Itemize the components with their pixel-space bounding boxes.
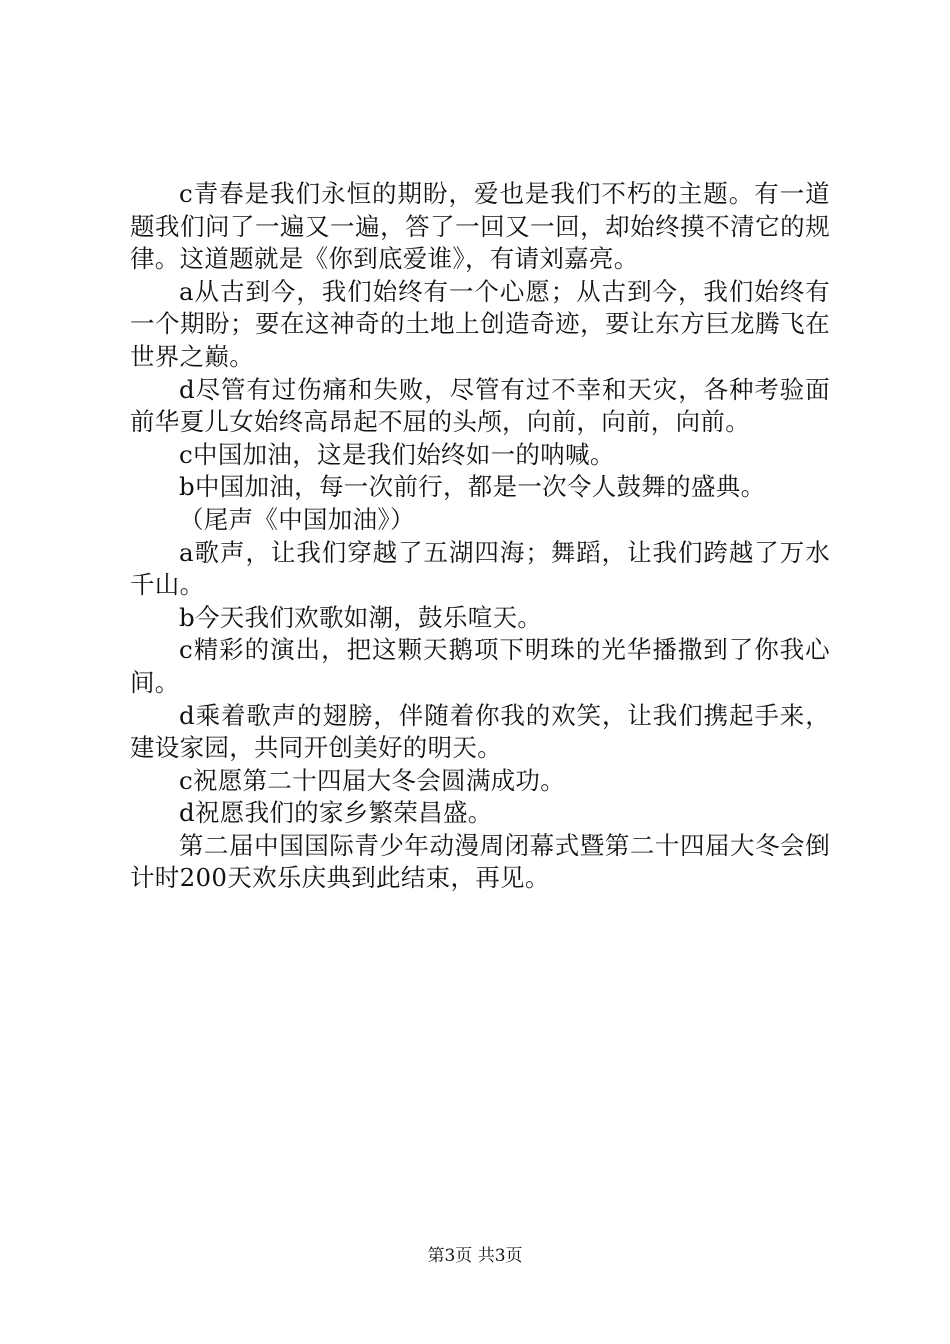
paragraph: b中国加油，每一次前行，都是一次令人鼓舞的盛典。 bbox=[179, 472, 766, 502]
paragraph: （尾声《中国加油》） bbox=[179, 504, 415, 534]
paragraph: c青春是我们永恒的期盼，爱也是我们不朽的主题。有一道题我们问了一遍又一遍，答了一回又一回，却始终摸不清它的规律。这道题就是《你到底爱谁》，有请刘嘉亮。 bbox=[130, 179, 830, 274]
document-body bbox=[130, 178, 830, 895]
paragraph: a歌声，让我们穿越了五湖四海；舞蹈，让我们跨越了万水千山。 bbox=[130, 537, 830, 600]
paragraph: c中国加油，这是我们始终如一的呐喊。 bbox=[179, 439, 615, 469]
paragraph: d祝愿我们的家乡繁荣昌盛。 bbox=[179, 798, 493, 828]
paragraph: c祝愿第二十四届大冬会圆满成功。 bbox=[179, 765, 566, 795]
paragraph: a从古到今，我们始终有一个心愿；从古到今，我们始终有一个期盼；要在这神奇的土地上创造奇迹，要让东方巨龙腾飞在世界之巅。 bbox=[130, 276, 830, 371]
paragraph: c精彩的演出，把这颗天鹅项下明珠的光华播撒到了你我心间。 bbox=[130, 635, 830, 697]
paragraph: 第二届中国国际青少年动漫周闭幕式暨第二十四届大冬会倒计时200天欢乐庆典到此结束，再见。 bbox=[130, 830, 830, 893]
paragraph: d乘着歌声的翅膀，伴随着你我的欢笑，让我们携起手来，建设家园，共同开创美好的明天。 bbox=[130, 700, 830, 763]
paragraph: b今天我们欢歌如潮，鼓乐喧天。 bbox=[179, 602, 543, 632]
page-footer: 第3页 共3页 bbox=[427, 1246, 523, 1266]
paragraph: d尽管有过伤痛和失败，尽管有过不幸和天灾，各种考验面前华夏儿女始终高昂起不屈的头颅，向前，向前，向前。 bbox=[130, 374, 830, 437]
